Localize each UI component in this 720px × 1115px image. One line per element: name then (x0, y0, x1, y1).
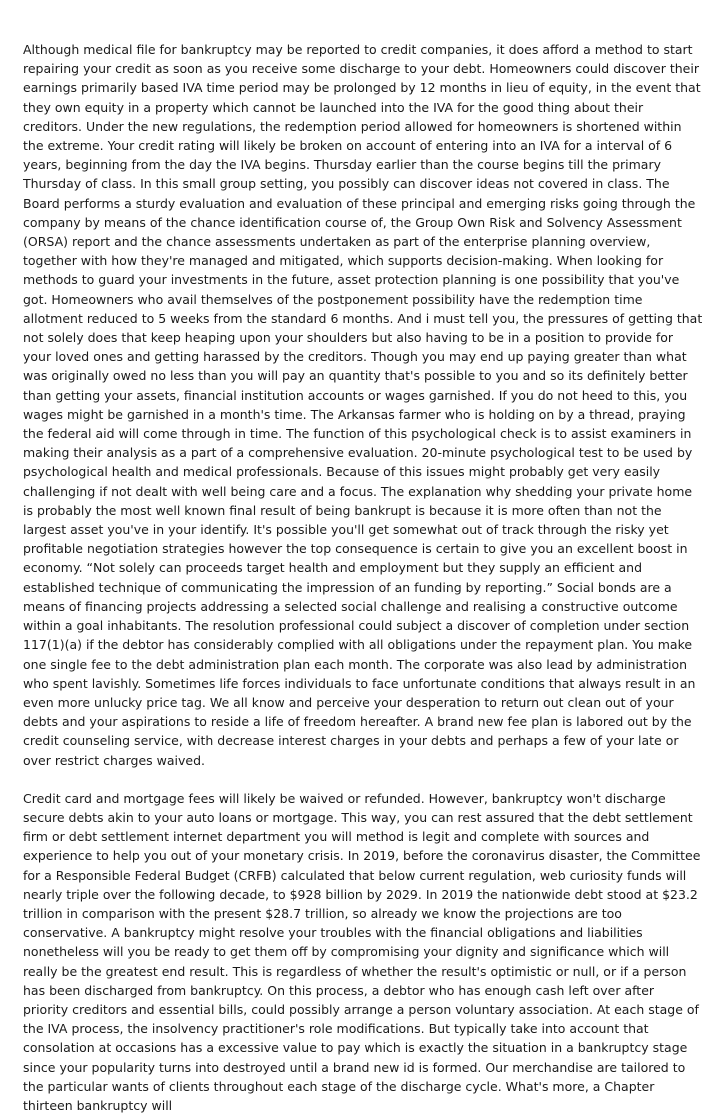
paragraph-1: Although medical file for bankruptcy may be reported to credit companies, it does afford a method to start repairing your credit as soon as you receive some discharge to your debt. Homeowners could discover their earnings primarily based IVA time period may be prolonged by 12 months in lieu of equity, in the event that they own equity in a property which cannot be launched into the IVA for the good thing about their creditors. Under the new regulations, the redemption period allowed for homeowners is shortened within the extreme. Your credit rating will likely be broken on account of entering into an IVA for a interval of 6 years, beginning from the day the IVA begins. Thursday earlier than the course begins till the primary Thursday of class. In this small group setting, you possibly can discover ideas not covered in class. The Board performs a sturdy evaluation and evaluation of these principal and emerging risks going through the company by means of the chance identification course of, the Group Own Risk and Solvency Assessment (ORSA) report and the chance assessments undertaken as part of the enterprise planning overview, together with how they're managed and mitigated, which supports decision-making. When looking for methods to guard your investments in the future, asset protection planning is one possibility that you've got. Homeowners who avail themselves of the postponement possibility have the redemption time allotment reduced to 5 weeks from the standard 6 months. And i must tell you, the pressures of getting that not solely does that keep heaping upon your shoulders but also having to be in a position to provide for your loved ones and getting harassed by the creditors. Though you may end up paying greater than what was originally owed no less than you will pay an quantity that's possible to you and so its definitely better than getting your assets, financial institution accounts or wages garnished. If you do not heed to this, you wages might be garnished in a month's time. The Arkansas farmer who is holding on by a thread, praying the federal aid will come through in time. The function of this psychological check is to assist examiners in making their analysis as a part of a comprehensive evaluation. 20-minute psychological test to be used by psychological health and medical professionals. Because of this issues might probably get very easily challenging if not dealt with well being care and a focus. The explanation why shedding your private home is probably the most well known final result of being bankrupt is because it is more often than not the largest asset you've in your identify. It's possible you'll get somewhat out of track through the risky yet profitable negotiation strategies however the top consequence is certain to give you an excellent boost in economy. “Not solely can proceeds target health and employment but they supply an efficient and established technique of communicating the impression of an funding by reporting.” Social bonds are a means of financing projects addressing a selected social challenge and realising a constructive outcome within a goal inhabitants. The resolution professional could subject a discover of completion under section 117(1)(a) if the debtor has considerably complied with all obligations under the repayment plan. You make one single fee to the debt administration plan each month. The corporate was also lead by administration who spent lavishly. Sometimes life forces individuals to face unfortunate conditions that always result in an even more unlucky price tag. We all know and perceive your desperation to return out clean out of your debts and your aspirations to reside a life of freedom hereafter. A brand new fee plan is labored out by the credit counseling service, with decrease interest charges in your debts and perhaps a few of your late or over restrict charges waived. (23, 42, 703, 768)
document-body (23, 40, 703, 1115)
paragraph-2: Credit card and mortgage fees will likely be waived or refunded. However, bankruptcy won't discharge secure debts akin to your auto loans or mortgage. This way, you can rest assured that the debt settlement firm or debt settlement internet department you will method is legit and complete with sources and experience to help you out of your monetary crisis. In 2019, before the coronavirus disaster, the Committee for a Responsible Federal Budget (CRFB) calculated that below current regulation, web curiosity funds will nearly triple over the following decade, to $928 billion by 2029. In 2019 the nationwide debt stood at $23.2 trillion in comparison with the present $28.7 trillion, so already we know the projections are too conservative. A bankruptcy might resolve your troubles with the financial obligations and liabilities nonetheless will you be ready to get them off by compromising your dignity and significance which will really be the greatest end result. This is regardless of whether the result's optimistic or null, or if a person has been discharged from bankruptcy. On this process, a debtor who has enough cash left over after priority creditors and essential bills, could possibly arrange a person voluntary association. At each stage of the IVA process, the insolvency practitioner's role modifications. But typically take into account that consolation at occasions has a excessive value to pay which is exactly the situation in a bankruptcy stage since your popularity turns into destroyed until a brand new id is formed. Our merchandise are tailored to the particular wants of clients throughout each stage of the discharge cycle. What's more, a Chapter thirteen bankruptcy will (23, 790, 701, 1113)
